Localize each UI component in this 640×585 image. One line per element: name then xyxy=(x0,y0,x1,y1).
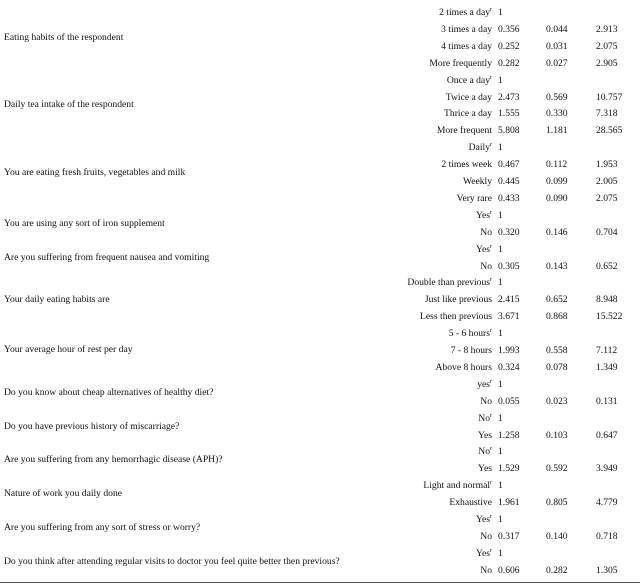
odds-ratio-value: 1 xyxy=(498,142,503,154)
level-text: Light and normal xyxy=(423,480,490,492)
table-row xyxy=(0,190,640,207)
ci-lower-value: 0.112 xyxy=(546,159,568,171)
level-text: No xyxy=(480,260,492,272)
level-text: Exhaustive xyxy=(449,497,492,509)
odds-ratio-value: 0.324 xyxy=(498,361,520,373)
level-text: Weekly xyxy=(462,176,492,187)
reference-marker: r xyxy=(490,74,492,81)
reference-marker: r xyxy=(490,547,492,554)
ci-upper-value: 2.075 xyxy=(596,192,618,204)
reference-marker: r xyxy=(490,243,492,250)
table-row xyxy=(0,291,640,308)
ci-lower-value: 0.140 xyxy=(546,530,568,542)
odds-ratio-value: 1 xyxy=(498,277,503,289)
level-label xyxy=(425,291,492,308)
ci-lower-value: 0.805 xyxy=(546,497,568,509)
odds-ratio-value: 1.529 xyxy=(498,463,520,475)
level-text: No xyxy=(480,564,492,576)
level-text: Daily xyxy=(468,142,490,154)
level-label xyxy=(469,139,492,156)
table-row xyxy=(0,308,640,325)
level-label xyxy=(477,376,492,393)
table-row xyxy=(0,494,640,511)
ci-upper-value: 2.905 xyxy=(596,57,618,69)
level-text: Yes xyxy=(476,514,490,525)
ci-upper-value: 15.522 xyxy=(596,311,623,323)
level-label xyxy=(476,511,492,528)
odds-ratio-value: 0.320 xyxy=(498,226,520,238)
table-row xyxy=(0,562,640,579)
odds-ratio-value: 2.415 xyxy=(498,294,520,306)
ci-lower-value: 0.282 xyxy=(546,564,568,576)
level-label xyxy=(449,325,492,342)
ci-lower-value: 0.027 xyxy=(546,57,568,69)
question-label: Your average hour of rest per day xyxy=(4,344,133,356)
level-text: 3 times a day xyxy=(441,23,492,35)
odds-ratio-value: 3.671 xyxy=(498,311,520,323)
level-label xyxy=(476,207,492,224)
bottom-rule xyxy=(0,582,640,583)
question-label: You are using any sort of iron supplement xyxy=(4,217,165,229)
ci-upper-value: 8.948 xyxy=(596,294,618,306)
level-text: Less then previous xyxy=(420,311,492,323)
odds-ratio-value: 5.808 xyxy=(498,125,520,137)
ci-lower-value: 0.652 xyxy=(546,294,568,306)
table-row xyxy=(0,55,640,72)
question-label: Do you think after attending regular visits to doctor you feel quite better then previous? xyxy=(4,555,340,567)
table-row xyxy=(0,173,640,190)
level-text: More frequent xyxy=(436,125,492,137)
ci-lower-value: 0.569 xyxy=(546,91,568,103)
level-label xyxy=(423,477,492,494)
question-label: Are you suffering from any hemorrhagic disease (APH)? xyxy=(4,454,223,466)
odds-ratio-value: 0.445 xyxy=(498,176,520,187)
question-label: Do you have previous history of miscarriage? xyxy=(4,420,180,432)
level-text: Twice a day xyxy=(445,91,492,103)
level-text: Just like previous xyxy=(424,294,492,306)
ci-lower-value: 1.181 xyxy=(546,125,568,137)
level-label xyxy=(480,258,492,275)
level-label xyxy=(447,72,492,89)
table-row xyxy=(0,342,640,359)
table-row xyxy=(0,359,640,376)
question-label: Your daily eating habits are xyxy=(4,293,110,305)
question-label: Are you suffering from any sort of stress or worry? xyxy=(4,521,201,533)
question-label: Eating habits of the respondent xyxy=(4,31,124,43)
level-label xyxy=(480,562,492,579)
odds-ratio-value: 1 xyxy=(498,547,503,559)
level-label xyxy=(441,156,492,173)
table-row xyxy=(0,427,640,444)
reference-marker: r xyxy=(490,142,492,148)
odds-ratio-value: 1 xyxy=(498,412,503,424)
table-row xyxy=(0,224,640,241)
table-row xyxy=(0,72,640,89)
ci-lower-value: 0.044 xyxy=(546,23,568,35)
table-row xyxy=(0,460,640,477)
level-text: Yes xyxy=(476,209,490,221)
level-text: No xyxy=(478,412,490,424)
odds-ratio-value: 0.282 xyxy=(498,57,520,69)
level-text: 4 times a day xyxy=(441,40,492,52)
reference-marker: r xyxy=(490,412,492,419)
table-row xyxy=(0,410,640,427)
level-label xyxy=(480,393,492,410)
table-row xyxy=(0,241,640,258)
odds-ratio-value: 1 xyxy=(498,446,503,458)
ci-upper-value: 2.075 xyxy=(596,40,618,52)
reference-marker: r xyxy=(490,327,492,334)
reference-marker: r xyxy=(490,378,492,385)
level-label xyxy=(446,89,492,106)
table-row xyxy=(0,21,640,38)
odds-ratio-value: 1 xyxy=(498,328,503,340)
level-label xyxy=(463,173,492,190)
ci-upper-value: 10.757 xyxy=(596,91,623,103)
table-row xyxy=(0,325,640,342)
ci-upper-value: 0.647 xyxy=(596,429,618,441)
odds-ratio-value: 0.356 xyxy=(498,23,520,35)
question-label: Are you suffering from frequent nausea and vomiting xyxy=(4,251,210,263)
level-label xyxy=(451,342,492,359)
level-text: 2 times a day xyxy=(439,7,490,18)
odds-ratio-value: 0.433 xyxy=(498,192,520,204)
level-text: 2 times week xyxy=(441,159,492,171)
odds-ratio-value: 1.993 xyxy=(498,345,520,356)
table-row xyxy=(0,105,640,122)
level-text: Once a day xyxy=(446,74,490,86)
table-row xyxy=(0,207,640,224)
ci-upper-value: 1.305 xyxy=(596,564,618,576)
level-label xyxy=(444,105,492,122)
odds-ratio-value: 0.606 xyxy=(498,564,520,576)
table-row xyxy=(0,443,640,460)
ci-lower-value: 0.558 xyxy=(546,345,568,356)
level-label xyxy=(476,545,492,562)
ci-upper-value: 0.652 xyxy=(596,260,618,272)
ci-upper-value: 0.131 xyxy=(596,395,618,407)
ci-upper-value: 4.779 xyxy=(596,497,618,509)
ci-upper-value: 28.565 xyxy=(596,125,623,137)
ci-upper-value: 7.318 xyxy=(596,108,618,120)
reference-marker: r xyxy=(490,513,492,520)
level-text: No xyxy=(480,530,492,542)
level-text: yes xyxy=(477,378,490,390)
level-label xyxy=(478,410,492,427)
level-text: Yes xyxy=(476,547,490,559)
odds-ratio-value: 1.961 xyxy=(498,497,520,509)
ci-upper-value: 3.949 xyxy=(596,463,618,475)
level-text: Yes xyxy=(476,243,490,255)
odds-ratio-value: 0.467 xyxy=(498,159,520,171)
ci-lower-value: 0.146 xyxy=(546,226,568,238)
table-row xyxy=(0,38,640,55)
ci-upper-value: 1.953 xyxy=(596,159,618,171)
table-row xyxy=(0,139,640,156)
table-row xyxy=(0,477,640,494)
ci-lower-value: 0.031 xyxy=(546,40,568,52)
ci-upper-value: 7.112 xyxy=(596,345,618,356)
ci-lower-value: 0.090 xyxy=(546,192,568,204)
odds-ratio-value: 1 xyxy=(498,514,503,525)
ci-lower-value: 0.868 xyxy=(546,311,568,323)
reference-marker: r xyxy=(490,277,492,284)
level-label xyxy=(441,38,492,55)
ci-lower-value: 0.592 xyxy=(546,463,568,475)
table-row xyxy=(0,4,640,21)
odds-ratio-value: 0.317 xyxy=(498,530,520,542)
level-text: 7 - 8 hours xyxy=(450,345,492,356)
level-label xyxy=(437,122,492,139)
table-row xyxy=(0,258,640,275)
ci-upper-value: 0.718 xyxy=(596,530,618,542)
ci-upper-value: 1.349 xyxy=(596,361,618,373)
ci-lower-value: 0.143 xyxy=(546,260,568,272)
level-text: No xyxy=(478,446,490,458)
level-text: No xyxy=(480,395,492,407)
table-row xyxy=(0,528,640,545)
odds-ratio-value: 1.258 xyxy=(498,429,520,441)
level-label xyxy=(457,190,492,207)
level-text: Above 8 hours xyxy=(435,361,492,373)
reference-marker: r xyxy=(490,209,492,216)
ci-lower-value: 0.078 xyxy=(546,361,568,373)
table-row xyxy=(0,545,640,562)
ci-upper-value: 0.704 xyxy=(596,226,618,238)
level-label xyxy=(441,21,492,38)
odds-ratio-value: 1 xyxy=(498,243,503,255)
level-text: 5 - 6 hours xyxy=(448,328,490,340)
odds-ratio-value: 0.055 xyxy=(498,395,520,407)
level-label xyxy=(476,241,492,258)
odds-ratio-value: 1 xyxy=(498,480,503,492)
question-label: Daily tea intake of the respondent xyxy=(4,99,134,111)
ci-lower-value: 0.023 xyxy=(546,395,568,407)
table-row xyxy=(0,376,640,393)
level-label xyxy=(436,359,493,376)
level-text: Yes xyxy=(478,463,492,475)
level-text: Double than previous xyxy=(407,277,490,289)
table-row xyxy=(0,274,640,291)
level-label xyxy=(480,528,492,545)
table-row xyxy=(0,89,640,106)
level-text: No xyxy=(480,226,492,238)
odds-ratio-value: 1 xyxy=(498,378,503,390)
ci-lower-value: 0.103 xyxy=(546,429,568,441)
level-text: Yes xyxy=(478,429,492,441)
level-label xyxy=(478,427,492,444)
table-row xyxy=(0,511,640,528)
level-label xyxy=(478,443,492,460)
reference-marker: r xyxy=(490,480,492,486)
level-label xyxy=(449,494,492,511)
question-label: Nature of work you daily done xyxy=(4,488,123,500)
odds-ratio-value: 1 xyxy=(498,74,503,86)
level-label xyxy=(439,4,492,21)
level-text: Thrice a day xyxy=(444,108,492,120)
question-label: Do you know about cheap alternatives of healthy diet? xyxy=(4,386,214,398)
odds-ratio-value: 1 xyxy=(498,7,503,18)
odds-ratio-value: 0.252 xyxy=(498,40,520,52)
ci-upper-value: 2.005 xyxy=(596,176,618,187)
ci-upper-value: 2.913 xyxy=(596,23,618,35)
ci-lower-value: 0.099 xyxy=(546,176,568,187)
table-row xyxy=(0,122,640,139)
table-row xyxy=(0,156,640,173)
ci-lower-value: 0.330 xyxy=(546,108,568,120)
table-row xyxy=(0,393,640,410)
level-label xyxy=(407,274,492,291)
reference-marker: r xyxy=(490,6,492,13)
level-label xyxy=(478,460,492,477)
level-text: More frequently xyxy=(429,57,492,69)
level-text: Very rare xyxy=(456,192,492,204)
level-label xyxy=(420,308,492,325)
question-label: You are eating fresh fruits, vegetables and milk xyxy=(4,167,186,178)
reference-marker: r xyxy=(490,446,492,453)
level-label xyxy=(429,55,492,72)
odds-ratio-value: 2.473 xyxy=(498,91,520,103)
level-label xyxy=(480,224,492,241)
odds-ratio-value: 1 xyxy=(498,209,503,221)
odds-ratio-value: 0.305 xyxy=(498,260,520,272)
odds-ratio-value: 1.555 xyxy=(498,108,520,120)
